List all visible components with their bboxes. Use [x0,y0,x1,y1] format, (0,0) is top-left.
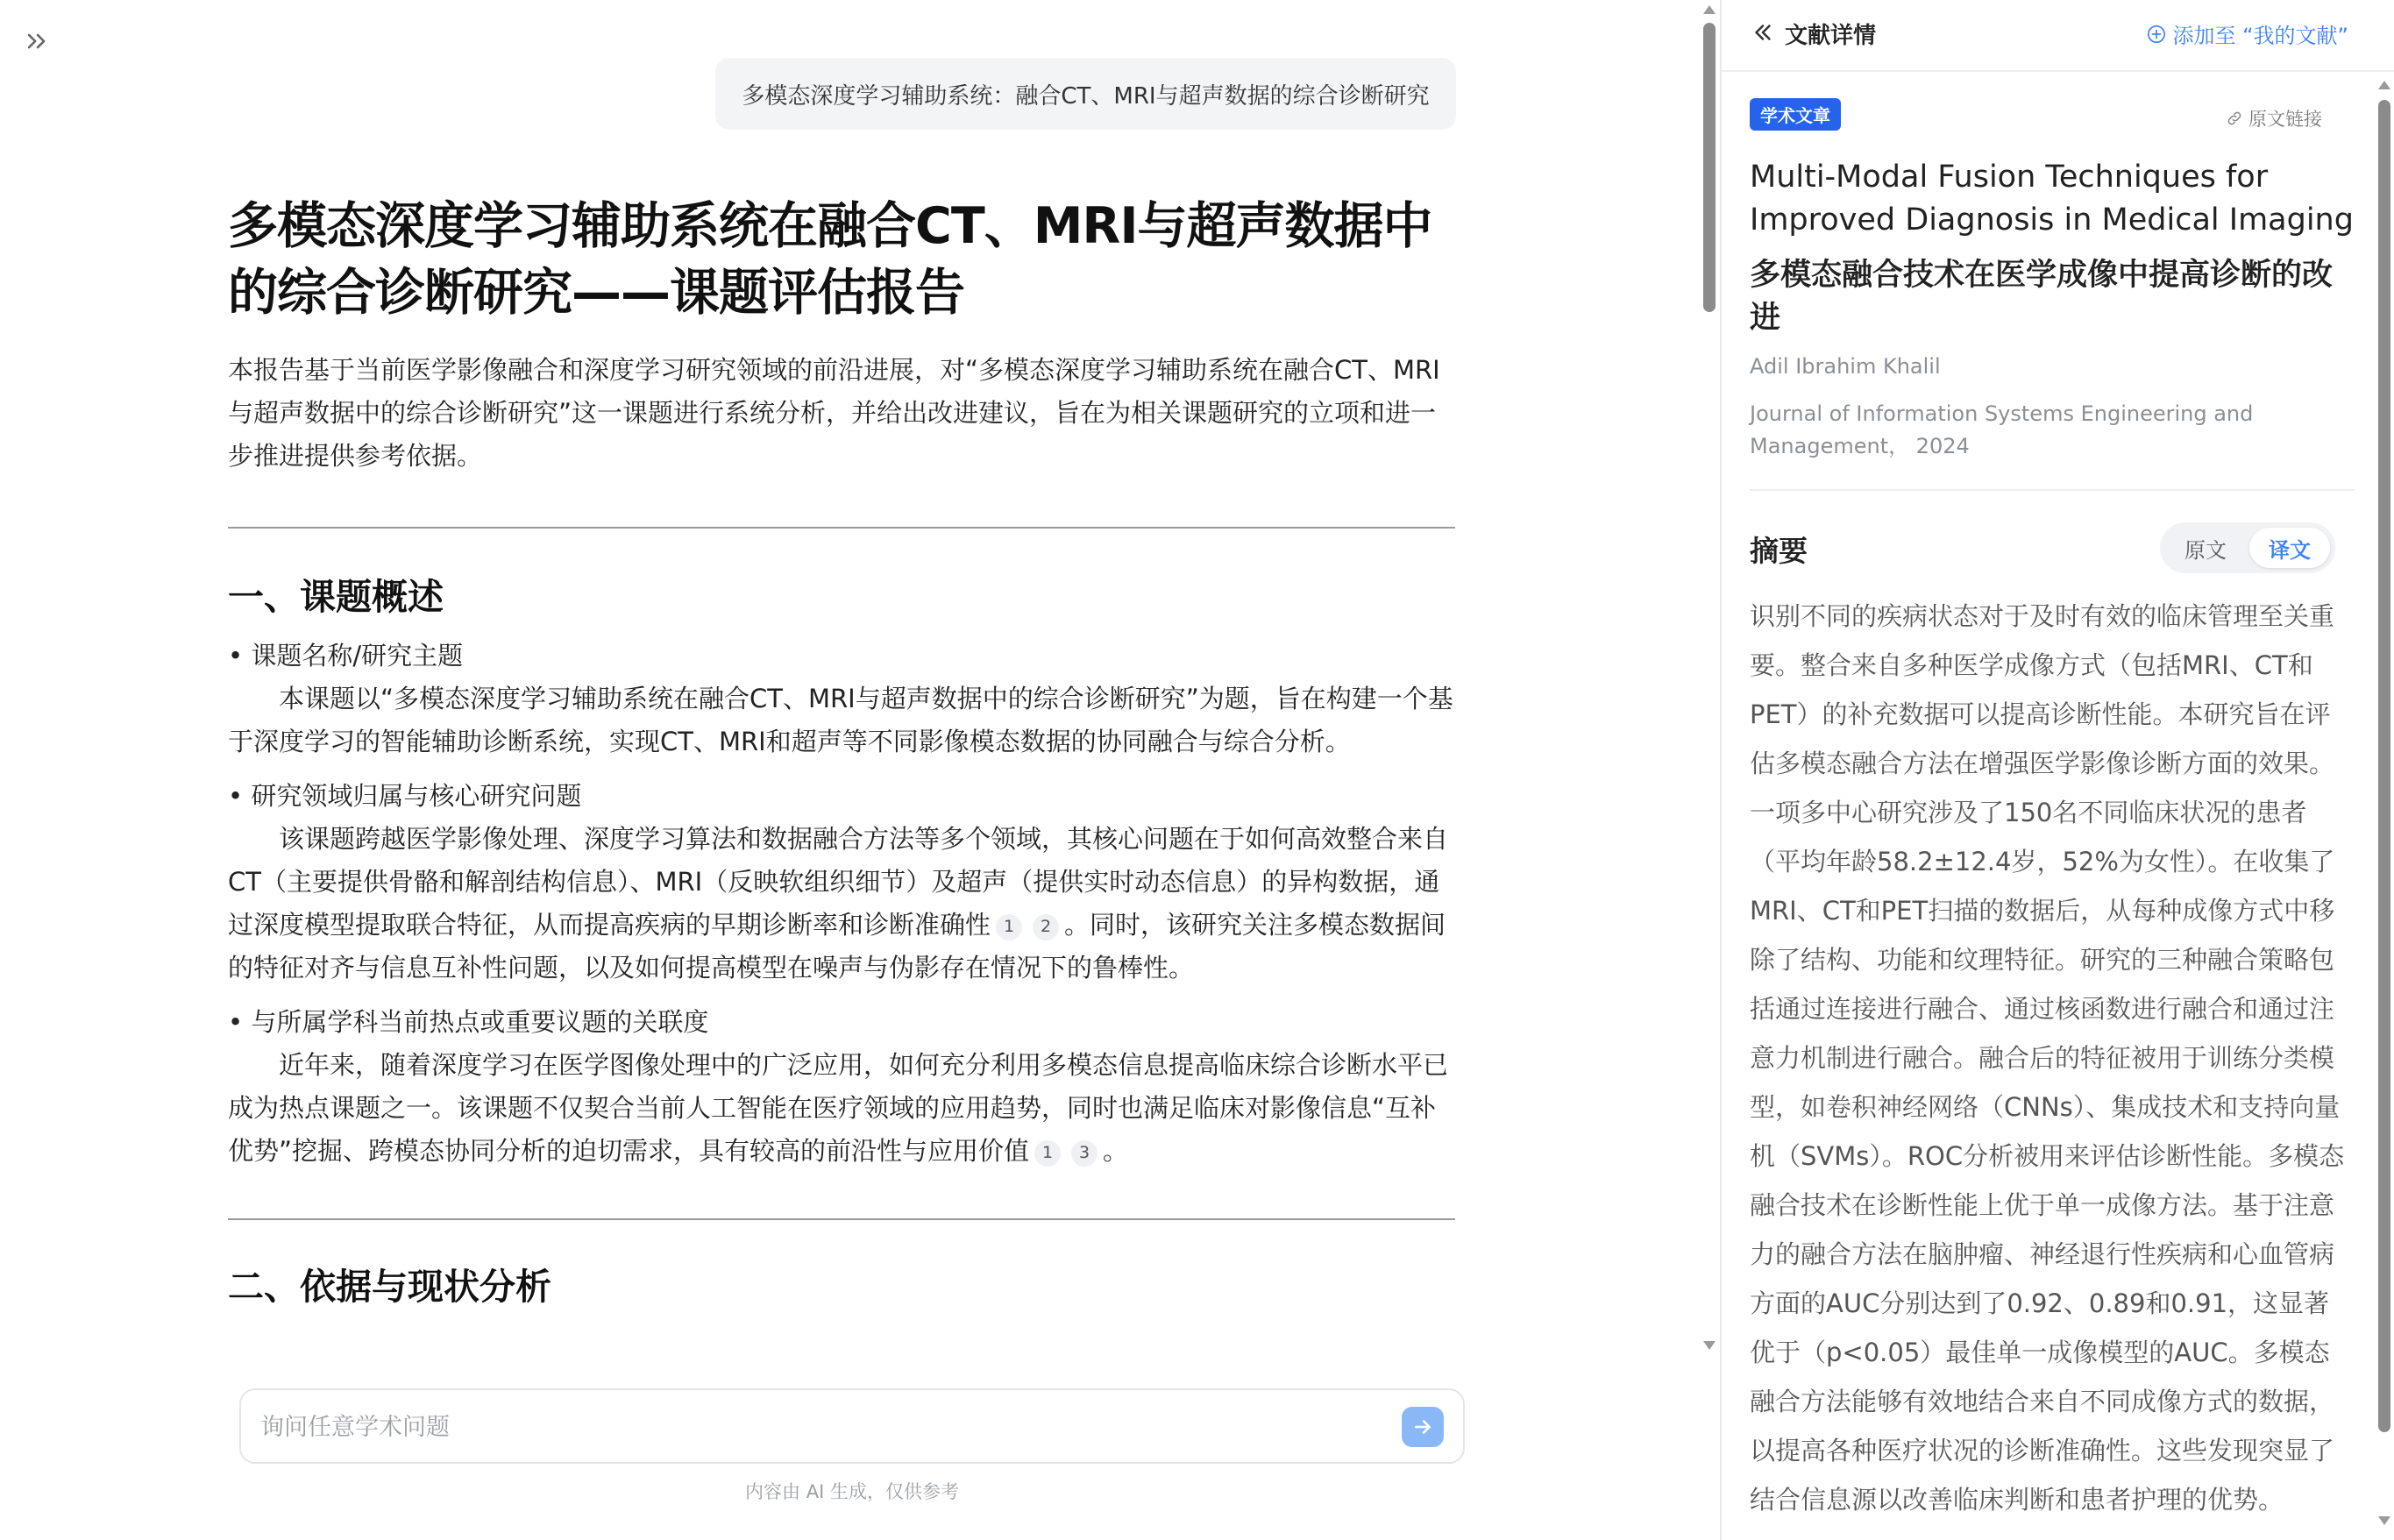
link-icon [2226,110,2243,127]
paper-title-cn: 多模态融合技术在医学成像中提高诊断的改进 [1750,258,2334,336]
send-button[interactable] [1402,1407,1444,1447]
divider [228,1218,1455,1220]
paragraph: 本课题以“多模态深度学习辅助系统在融合CT、MRI与超声数据中的综合诊断研究”为题，旨在构建一个基于深度学习的智能辅助诊断系统，实现CT、MRI和超声等不同影像模态数据的协同融合与综合分析。 [228,684,1453,756]
add-to-library-label: 添加至 “我的文献” [2172,24,2348,48]
scroll-down-arrow-icon[interactable] [1703,1341,1716,1350]
panel-title: 文献详情 [1785,23,1877,49]
citation-badge[interactable]: 1 [1034,1140,1061,1167]
ask-box [239,1388,1465,1464]
bullet-heading: • 研究领域归属与核心研究问题 [228,781,582,811]
bullet-heading: • 与所属学科当前热点或重要议题的关联度 [228,1007,709,1037]
scrollbar-thumb[interactable] [1703,23,1716,312]
scroll-up-arrow-icon[interactable] [2378,81,2390,89]
section-title: 一、课题概述 [228,576,444,618]
paragraph-text: 该课题跨越医学影像处理、深度学习算法和数据融合方法等多个领域，其核心问题在于如何高效整合来自CT（主要提供骨骼和解剖结构信息）、MRI（反映软组织细节）及超声（提供实时动态信息）的异构数据，通过深度模型提取联合特征，从而提高疾病的早期诊断率和诊断准确性 [228,824,1449,940]
report-title: 多模态深度学习辅助系统在融合CT、MRI与超声数据中的综合诊断研究——课题评估报告 [228,197,1432,322]
original-link[interactable] [2226,105,2322,131]
add-to-library-button[interactable] [2147,18,2349,49]
report-intro: 本报告基于当前医学影像融合和深度学习研究领域的前沿进展，对“多模态深度学习辅助系统在融合CT、MRI与超声数据中的综合诊断研究”这一课题进行系统分析，并给出改进建议，旨在为相关课题研究的立项和进一步推进提供参考依据。 [228,355,1440,471]
original-link-label: 原文链接 [2248,109,2322,130]
ai-disclaimer: 内容由 AI 生成，仅供参考 [745,1481,959,1502]
section-title: 二、依据与现状分析 [228,1266,551,1308]
report-content [228,193,1455,1325]
back-icon[interactable] [1750,19,1776,46]
ask-input[interactable] [259,1390,1384,1464]
divider [1750,489,2355,491]
paragraph-text: 。 [1103,1136,1129,1166]
paper-journal: Journal of Information Systems Engineering and Management， 2024 [1750,401,2254,458]
panel-scrollbar[interactable] [2375,70,2394,1540]
citation-badge[interactable]: 2 [1033,914,1059,940]
toggle-original[interactable]: 原文 [2184,537,2227,563]
paragraph [228,1044,1455,1173]
paragraph [228,818,1455,990]
scroll-down-arrow-icon[interactable] [2378,1516,2390,1525]
panel-header [1722,0,2394,72]
scroll-up-arrow-icon[interactable] [1703,5,1716,14]
citation-badge[interactable]: 1 [996,914,1022,940]
paragraph-text: 。同时，该研究关注多模态数据间的特征对齐与信息互补性问题，以及如何提高模型在噪声与伪影存在情况下的鲁棒性。 [228,910,1446,983]
query-chip: 多模态深度学习辅助系统：融合CT、MRI与超声数据的综合诊断研究 [715,58,1456,130]
toggle-translation[interactable]: 译文 [2249,528,2330,568]
arrow-right-icon [1411,1416,1434,1438]
paragraph-text: 近年来，随着深度学习在医学图像处理中的广泛应用，如何充分利用多模态信息提高临床综合诊断水平已成为热点课题之一。该课题不仅契合当前人工智能在医疗领域的应用趋势，同时也满足临床对影像信息“互补优势”挖掘、跨模态协同分析的迫切需求，具有较高的前沿性与应用价值 [228,1050,1449,1166]
main-scrollbar[interactable] [1701,0,1718,1540]
scrollbar-thumb[interactable] [2378,100,2390,1432]
paper-author: Adil Ibrahim Khalil [1750,354,1941,379]
paper-title-en: Multi-Modal Fusion Techniques for Improved Diagnosis in Medical Imaging [1750,160,2354,238]
divider [228,527,1455,529]
article-type-tag: 学术文章 [1750,98,1841,131]
add-circle-icon [2147,25,2166,44]
abstract-title: 摘要 [1750,534,1808,568]
bullet-heading: • 课题名称/研究主题 [228,641,464,671]
citation-badge[interactable]: 3 [1071,1140,1098,1167]
language-toggle [2160,522,2335,573]
abstract-text: 识别不同的疾病状态对于及时有效的临床管理至关重要。整合来自多种医学成像方式（包括MRI、CT和PET）的补充数据可以提高诊断性能。本研究旨在评估多模态融合方法在增强医学影像诊断方面的效果。一项多中心研究涉及了150名不同临床状况的患者（平均年龄58.2±12.4岁，52%为女性）。在收集了MRI、CT和PET扫描的数据后，从每种成像方式中移除了结构、功能和纹理特征。研究的三种融合策略包括通过连接进行融合、通过核函数进行融合和通过注意力机制进行融合。融合后的特征被用于训练分类模型，如卷积神经网络（CNNs）、集成技术和支持向量机（SVMs）。ROC分析被用来评估诊断性能。多模态融合技术在诊断性能上优于单一成像方法。基于注意力的融合方法在脑肿瘤、神经退行性疾病和心血管病方面的AUC分别达到了0.92、0.89和0.91，这显著优于（p<0.05）最佳单一成像模型的AUC。多模态融合方法能够有效地结合来自不同成像方式的数据，以提高各种医疗状况的诊断准确性。这些发现突显了结合信息源以改善临床判断和患者护理的优势。 [1750,601,2345,1515]
reference-detail-panel [1720,0,2394,1540]
